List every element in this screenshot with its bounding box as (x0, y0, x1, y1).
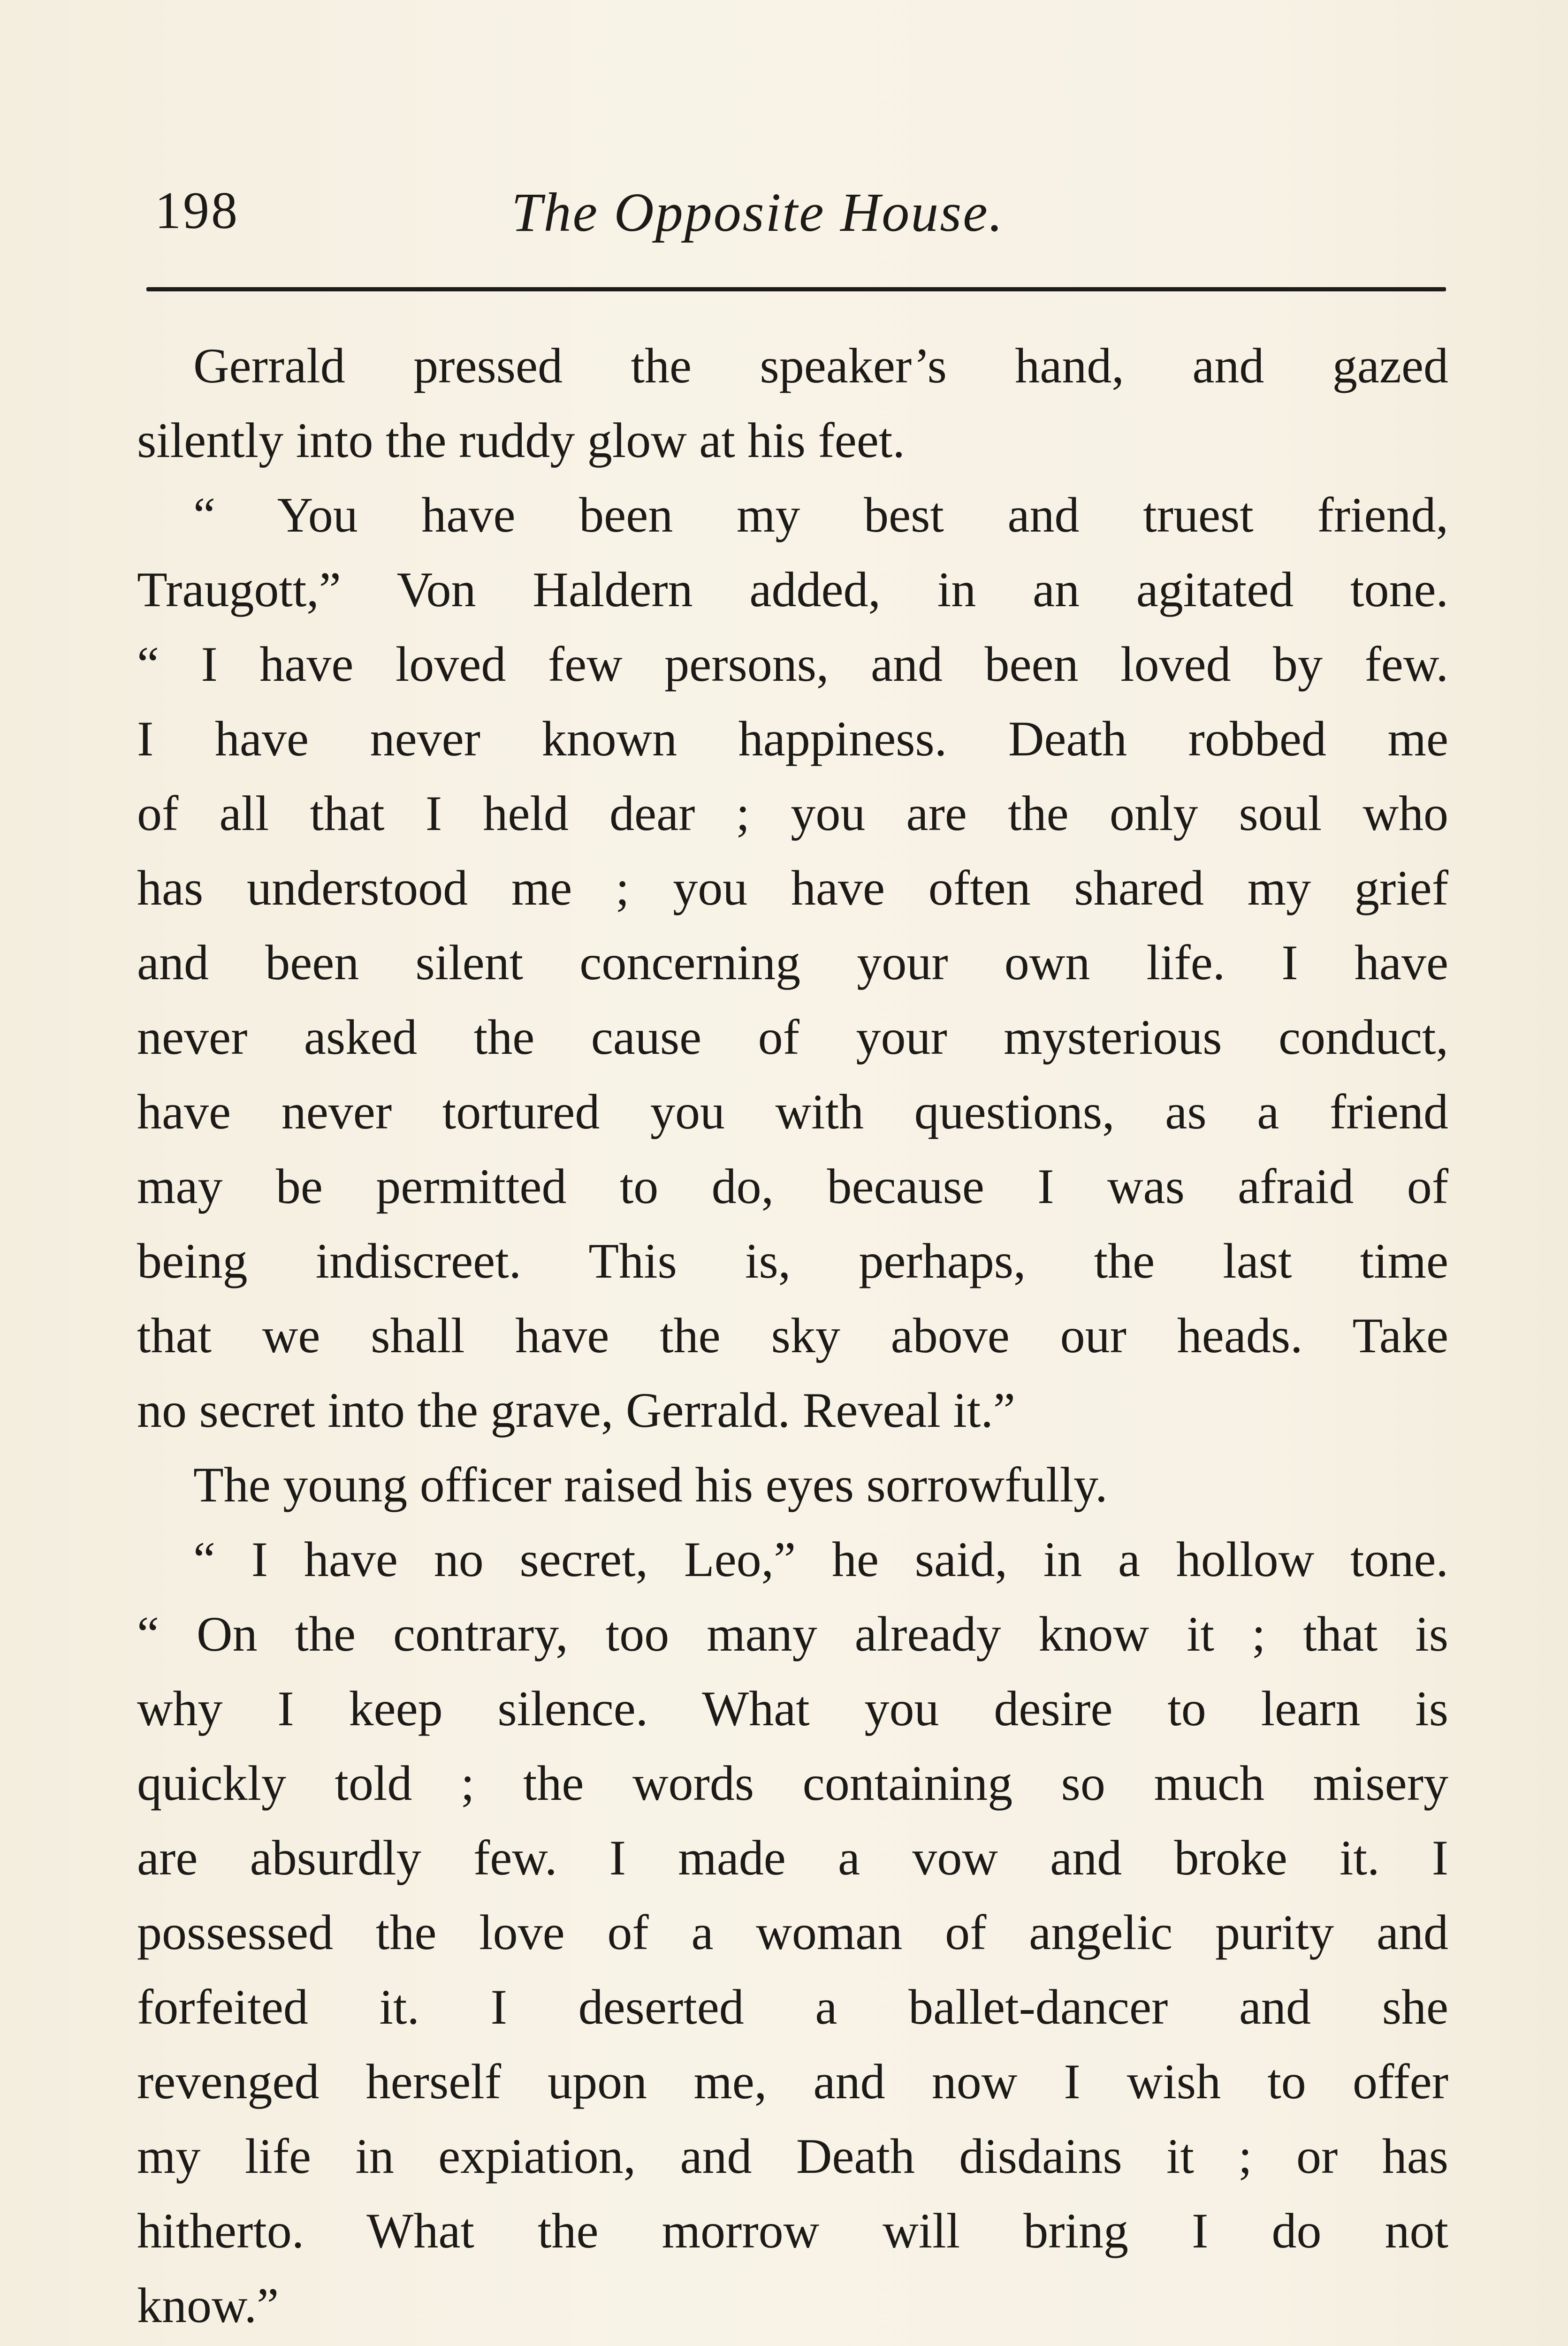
page-number: 198 (155, 182, 239, 240)
text-line: Traugott,” Von Haldern added, in an agitated tone. (137, 562, 1448, 617)
text-line: know.” (137, 2278, 279, 2333)
text-line: forfeited it. I deserted a ballet-dancer and she (137, 1980, 1448, 2034)
text-line: has understood me ; you have often shared my grief (137, 861, 1448, 915)
text-line: quickly told ; the words containing so much misery (137, 1756, 1448, 1811)
text-line: have never tortured you with questions, as a friend (137, 1084, 1448, 1139)
running-title: The Opposite House. (511, 182, 1005, 243)
text-line: revenged herself upon me, and now I wish to offer (137, 2054, 1448, 2109)
text-line: “ You have been my best and truest friend, (193, 487, 1448, 542)
text-line: hitherto. What the morrow will bring I do not (137, 2203, 1448, 2258)
body-text (137, 328, 1448, 2346)
text-line: that we shall have the sky above our heads. Take (137, 1308, 1448, 1363)
text-line: The young officer raised his eyes sorrowfully. (193, 1457, 1108, 1512)
text-line: Gerrald pressed the speaker’s hand, and gazed (193, 338, 1448, 393)
text-line: and been silent concerning your own life. I have (137, 935, 1448, 990)
text-line (137, 2343, 1448, 2346)
text-line: why I keep silence. What you desire to learn is (137, 1681, 1448, 1736)
text-line: my life in expiation, and Death disdains it ; or has (137, 2129, 1448, 2184)
text-line: of all that I held dear ; you are the only soul who (137, 786, 1448, 841)
text-line: I have never known happiness. Death robbed me (137, 711, 1448, 766)
text-line: “ I have loved few persons, and been loved by few. (137, 637, 1448, 692)
text-line: never asked the cause of your mysterious conduct, (137, 1010, 1448, 1065)
page-header (145, 167, 1445, 243)
text-line: may be permitted to do, because I was afraid of (137, 1159, 1448, 1214)
text-line: no secret into the grave, Gerrald. Reveal it.” (137, 1383, 1015, 1438)
text-line: possessed the love of a woman of angelic purity and (137, 1905, 1448, 1960)
text-line: silently into the ruddy glow at his feet. (137, 413, 905, 468)
header-rule (146, 287, 1446, 291)
text-line: being indiscreet. This is, perhaps, the last time (137, 1234, 1448, 1288)
text-line: “ I have no secret, Leo,” he said, in a hollow tone. (193, 1532, 1448, 1587)
text-line: “ On the contrary, too many already know it ; that is (137, 1607, 1448, 1661)
text-line: are absurdly few. I made a vow and broke it. I (137, 1830, 1448, 1885)
